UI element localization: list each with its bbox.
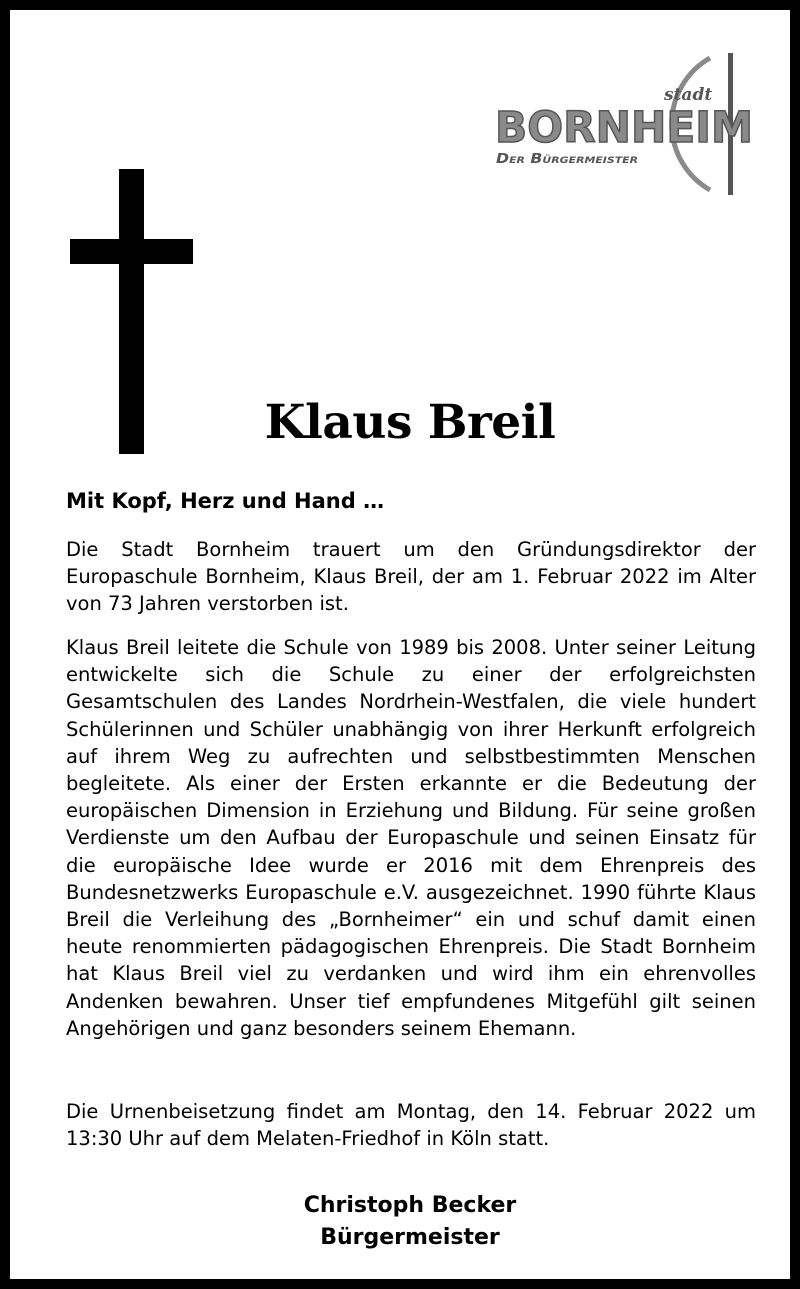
signatory-title: Bürgermeister: [320, 1225, 500, 1250]
paragraph-tribute: Klaus Breil leitete die Schule von 1989 bis 2008. Unter seiner Leitung entwickelte sich die Schule zu einer der erfolgreichsten Gesamtschulen des Landes Nordrhein-Westfalen, die viele hundert Schülerinnen und Schüler unabhängig von ihrer Herkunft erfolgreich auf ihrem Weg zu aufrechten und selbstbestimmten Menschen begleitete. Als einer der Ersten erkannte er die Bedeutung der europäischen Dimension in Erziehung und Bildung. Für seine großen Verdienste um den Aufbau der Europaschule und seinen Einsatz für die europäische Idee wurde er 2016 mit dem Ehrenpreis des Bundesnetzwerks Europaschule e.V. ausgezeichnet. 1990 führte Klaus Breil die Verleihung des „Bornheimer“ ein und schuf damit einen heute renommierten pädagogischen Ehrenpreis. Die Stadt Bornheim hat Klaus Breil viel zu verdanken und wird ihm ein ehrenvolles Andenken bewahren. Unser tief empfundenes Mitgefühl gilt seinen Angehörigen und ganz besonders seinem Ehemann.: [66, 636, 756, 1040]
paragraph-announcement: Die Stadt Bornheim trauert um den Gründungsdirektor der Europaschule Bornheim, Klaus Breil, der am 1. Februar 2022 im Alter von 73 Jahren verstorben ist.: [66, 538, 756, 616]
signature-block: [10, 1190, 800, 1254]
signatory-name: Christoph Becker: [303, 1193, 517, 1218]
cross-horizontal-beam: [70, 239, 193, 264]
deceased-name: Klaus Breil: [264, 395, 556, 450]
paragraph-funeral-details: Die Urnenbeisetzung findet am Montag, den 14. Februar 2022 um 13:30 Uhr auf dem Melaten-Friedhof in Köln statt.: [66, 1100, 756, 1151]
motto-heading: Mit Kopf, Herz und Hand …: [66, 489, 385, 513]
logo-subtitle: Der Bürgermeister: [496, 152, 639, 167]
bornheim-logo: [492, 50, 767, 200]
cross-vertical-beam: [119, 169, 144, 454]
logo-stadt-text: stadt: [664, 85, 713, 105]
logo-city-name: BORNHEIM: [495, 103, 753, 153]
